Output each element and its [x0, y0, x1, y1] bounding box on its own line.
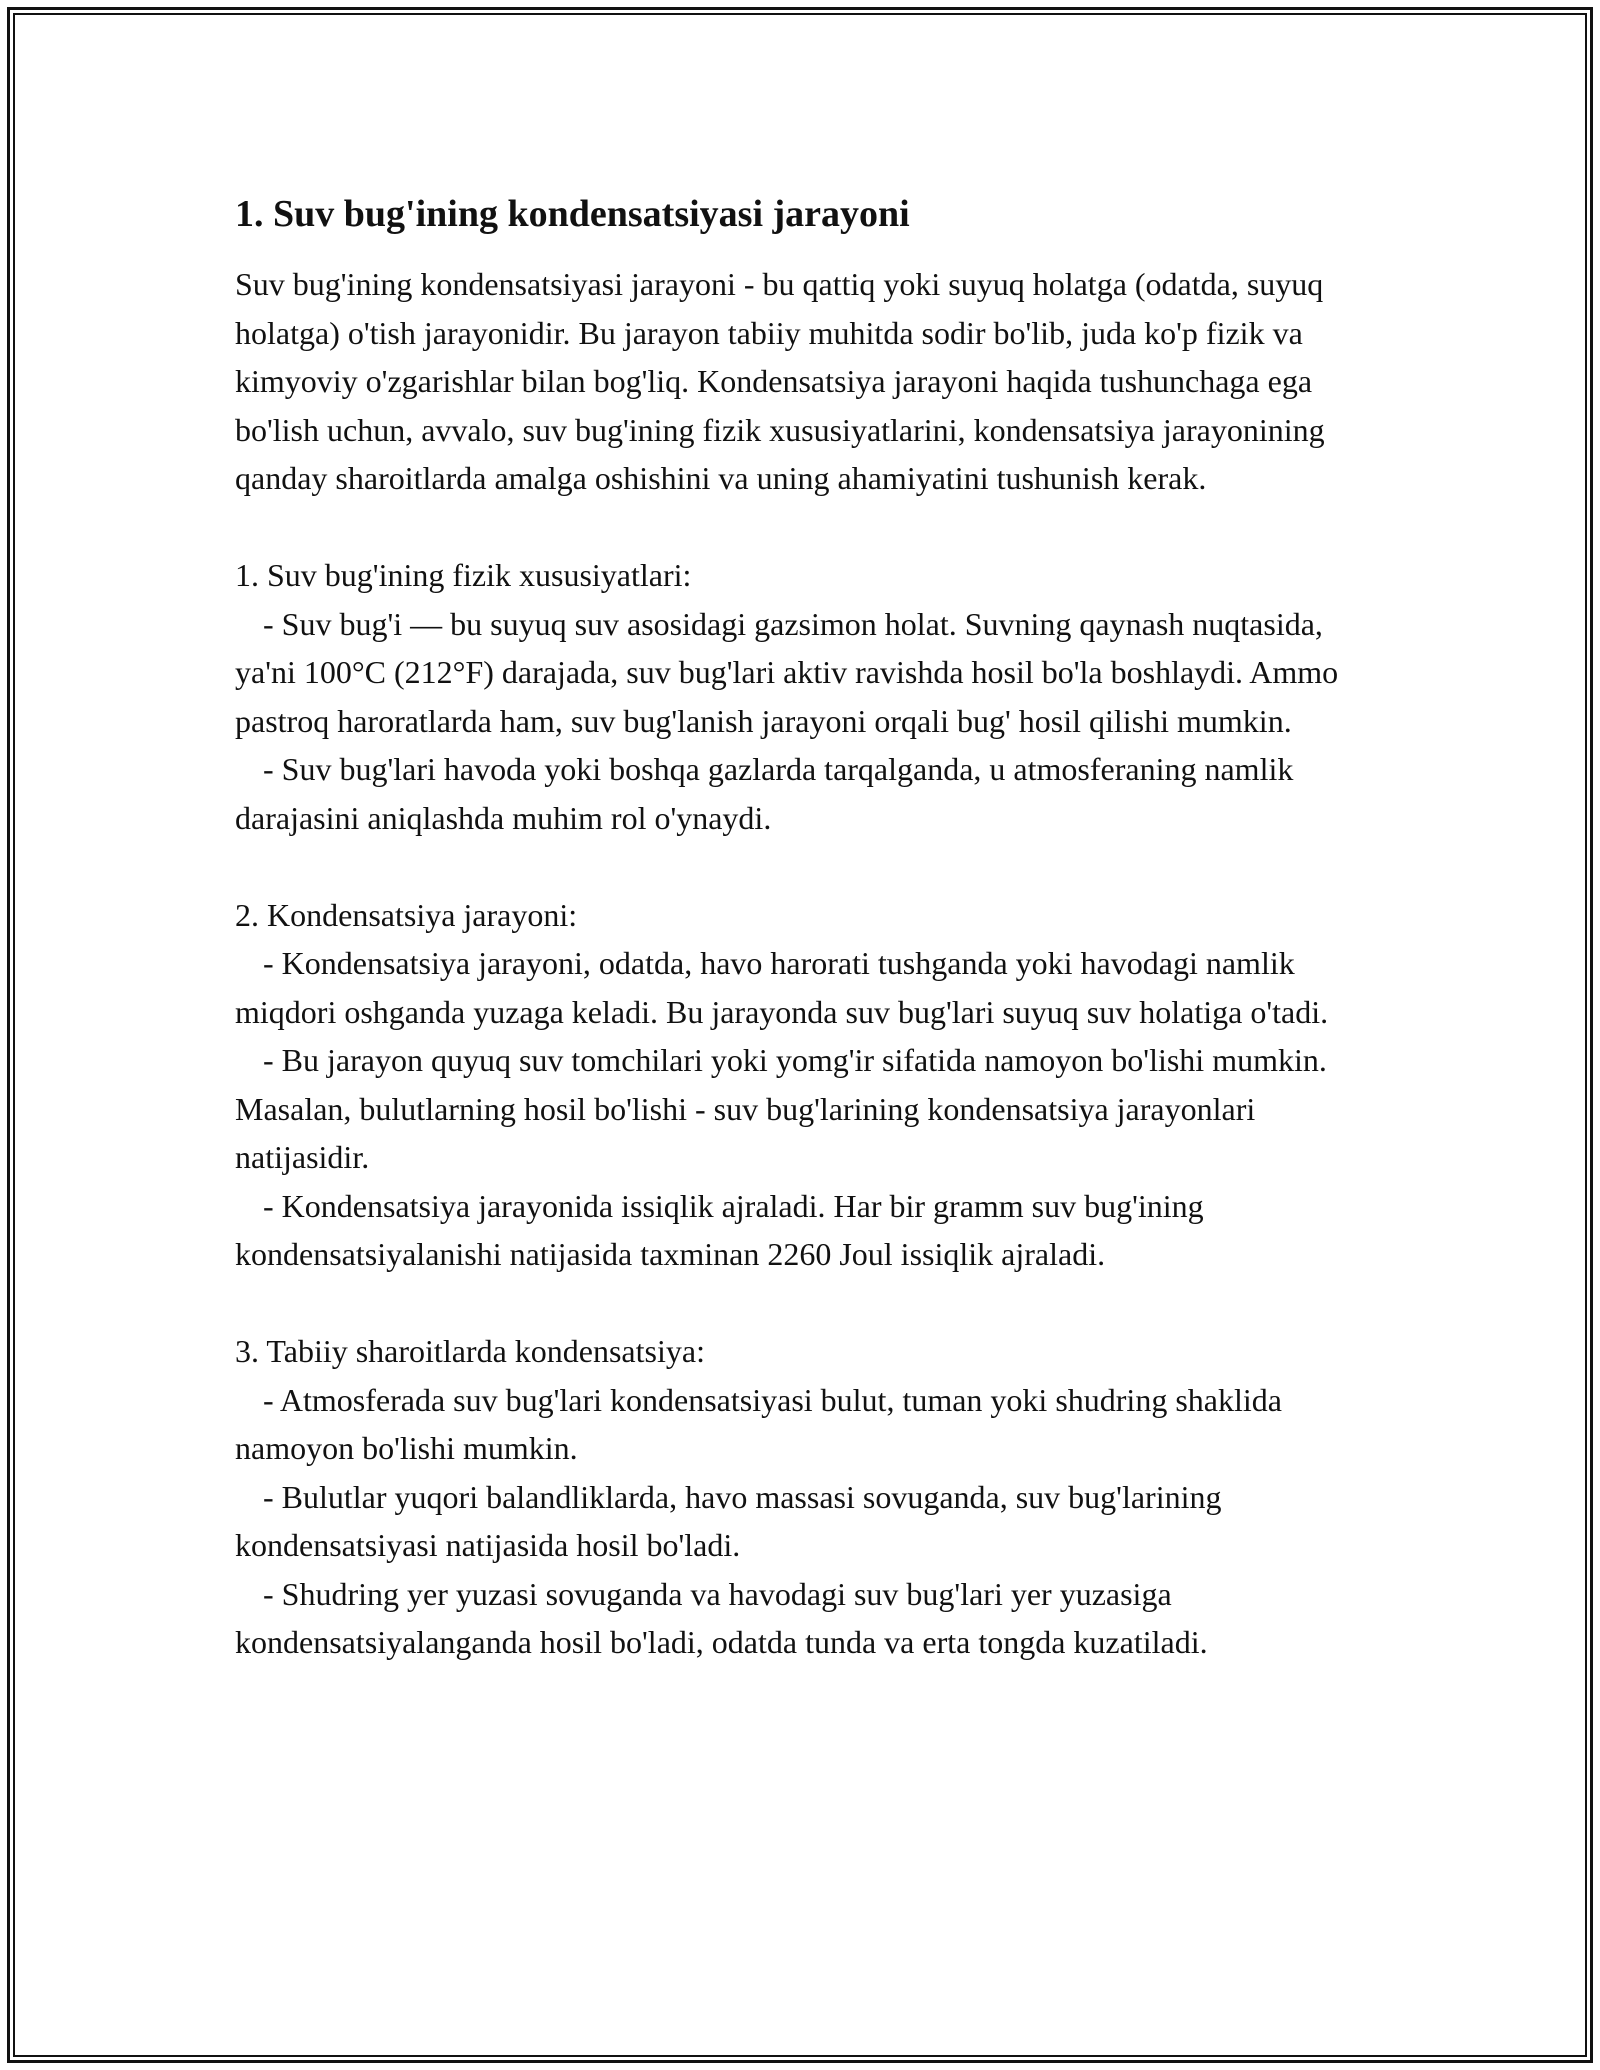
section-heading: 1. Suv bug'ining fizik xususiyatlari:: [235, 557, 692, 593]
list-item: - Suv bug'lari havoda yoki boshqa gazlarda tarqalganda, u atmosferaning namlik darajasini aniqlashda muhim rol o'ynaydi.: [235, 751, 1294, 836]
list-item: - Bu jarayon quyuq suv tomchilari yoki yomg'ir sifatida namoyon bo'lishi mumkin. Masalan, bulutlarning hosil bo'lishi - suv bug'larining kondensatsiya jarayonlari natijasidir.: [235, 1042, 1327, 1175]
section-heading: 2. Kondensatsiya jarayoni:: [235, 896, 578, 933]
document-body: [235, 186, 1375, 1667]
list-item: - Shudring yer yuzasi sovuganda va havodagi suv bug'lari yer yuzasiga kondensatsiyalanganda hosil bo'ladi, odatda tunda va erta tongda kuzatiladi.: [235, 1575, 1208, 1660]
section-condensation-process: [235, 891, 1375, 1279]
list-item: - Atmosferada suv bug'lari kondensatsiyasi bulut, tuman yoki shudring shaklida namoyon bo'lishi mumkin.: [235, 1381, 1282, 1466]
intro-paragraph: Suv bug'ining kondensatsiyasi jarayoni - bu qattiq yoki suyuq holatga (odatda, suyuq holatga) o'tish jarayonidir. Bu jarayon tabiiy muhitda sodir bo'lib, juda ko'p fizik va kimyoviy o'zgarishlar bilan bog'liq. Kondensatsiya jarayoni haqida tushunchaga ega bo'lish uchun, avvalo, suv bug'ining fizik xususiyatlarini, kondensatsiya jarayonining qanday sharoitlarda amalga oshishini va uning ahamiyatini tushunish kerak.: [235, 266, 1325, 496]
section-natural-condensation: [235, 1327, 1375, 1667]
list-item: - Kondensatsiya jarayoni, odatda, havo harorati tushganda yoki havodagi namlik miqdori oshganda yuzaga keladi. Bu jarayonda suv bug'lari suyuq suv holatiga o'tadi.: [235, 945, 1329, 1030]
list-item: - Kondensatsiya jarayonida issiqlik ajraladi. Har bir gramm suv bug'ining kondensatsiyalanishi natijasida taxminan 2260 Joul issiqlik ajraladi.: [235, 1187, 1204, 1272]
list-item: - Bulutlar yuqori balandliklarda, havo massasi sovuganda, suv bug'larining kondensatsiyasi natijasida hosil bo'ladi.: [235, 1478, 1222, 1563]
section-physical-properties: [235, 551, 1375, 842]
document-title: 1. Suv bug'ining kondensatsiyasi jarayoni: [235, 193, 910, 235]
section-heading: 3. Tabiiy sharoitlarda kondensatsiya:: [235, 1333, 705, 1369]
list-item: - Suv bug'i — bu suyuq suv asosidagi gazsimon holat. Suvning qaynash nuqtasida, ya'ni 100°C (212°F) darajada, suv bug'lari aktiv ravishda hosil bo'la boshlaydi. Ammo pastroq haroratlarda ham, suv bug'lanish jarayoni orqali bug' hosil qilishi mumkin.: [235, 605, 1339, 739]
